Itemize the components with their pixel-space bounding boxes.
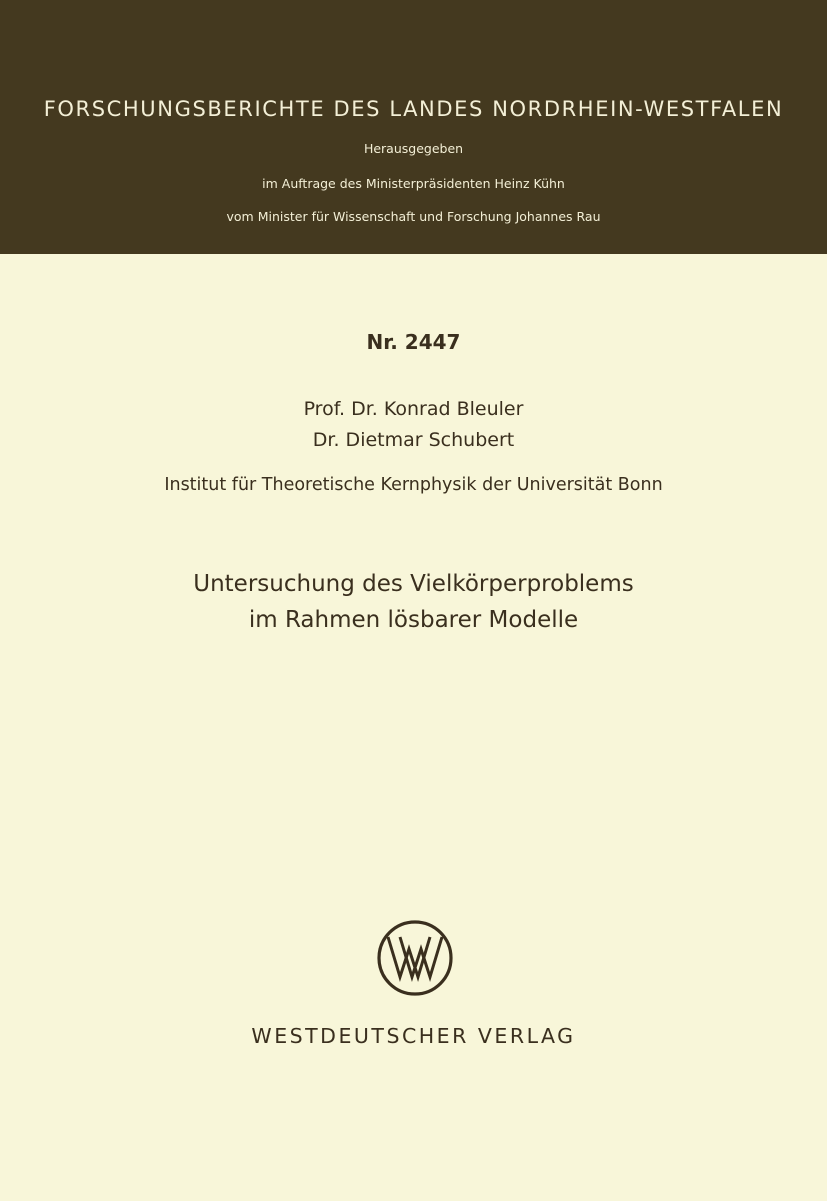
publisher-name: WESTDEUTSCHER VERLAG [251, 1024, 576, 1048]
book-title-line: Untersuchung des Vielkörperproblems [193, 571, 634, 597]
header-band [0, 0, 827, 254]
ww-circle-logo-icon [376, 919, 454, 997]
author-name: Prof. Dr. Konrad Bleuler [303, 398, 524, 420]
header-minister-line: vom Minister für Wissenschaft und Forschung Johannes Rau [226, 209, 601, 224]
header-editor-line: Herausgegeben [363, 141, 464, 156]
institute-name: Institut für Theoretische Kernphysik der Universität Bonn [164, 475, 663, 495]
report-number: Nr. 2447 [366, 330, 461, 354]
header-commission-line: im Auftrage des Ministerpräsidenten Heinz Kühn [262, 176, 565, 191]
series-title: FORSCHUNGSBERICHTE DES LANDES NORDRHEIN-WESTFALEN [43, 97, 784, 121]
book-title-line: im Rahmen lösbarer Modelle [248, 607, 579, 633]
author-name: Dr. Dietmar Schubert [312, 429, 515, 451]
